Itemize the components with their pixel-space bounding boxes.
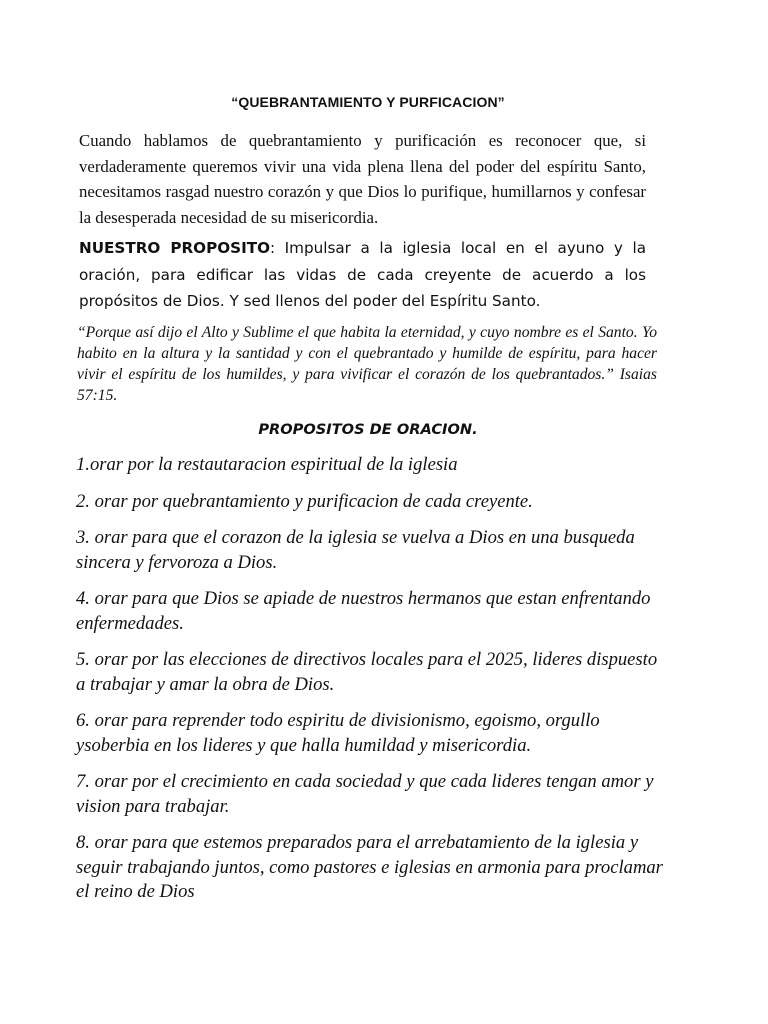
prayer-item: 3. orar para que el corazon de la iglesia se vuelva a Dios en una busqueda sincera y fervoroza a Dios. [76,527,635,573]
purpose-label: NUESTRO PROPOSITO [79,239,270,257]
prayer-list [76,453,666,917]
prayer-item: 5. orar por las elecciones de directivos locales para el 2025, lideres dispuesto a trabajar y amar la obra de Dios. [76,649,658,695]
section-heading: PROPOSITOS DE ORACION. [258,421,478,438]
prayer-item: 8. orar para que estemos preparados para el arrebatamiento de la iglesia y seguir trabajando juntos, como pastores e iglesias en armonia para proclamar el reino de Dios [76,832,663,902]
intro-paragraph: Cuando hablamos de quebrantamiento y purificación es reconocer que, si verdaderamente queremos vivir una vida plena llena del poder del espíritu Santo, necesitamos rasgad nuestro corazón y que Dios lo purifique, humillarnos y confesar la desesperada necesidad de su misericordia. [79,131,646,227]
prayer-item: 7. orar por el crecimiento en cada sociedad y que cada lideres tengan amor y vision para trabajar. [76,771,654,817]
prayer-item: 6. orar para reprender todo espiritu de divisionismo, egoismo, orgullo ysoberbia en los lideres y que halla humildad y misericordia. [76,710,600,756]
prayer-item: 2. orar por quebrantamiento y purificacion de cada creyente. [76,490,533,512]
prayer-item: 1.orar por la restautaracion espiritual de la iglesia [76,454,458,475]
purpose-text: : Impulsar a la iglesia local en el ayuno y la oración, para edificar las vidas de cada creyente de acuerdo a los propósitos de Dios. Y sed llenos del poder del Espíritu Santo. [79,239,647,310]
scripture-quote: “Porque así dijo el Alto y Sublime el que habita la eternidad, y cuyo nombre es el Santo. Yo habito en la altura y la santidad y con el quebrantado y humilde de espíritu, para hacer vivir el espíritu de los humildes, y para vivificar el corazón de los quebrantados.” Isaias 57:15. [77,324,657,404]
prayer-item: 4. orar para que Dios se apiade de nuestros hermanos que estan enfrentando enfermedades. [76,588,651,634]
document-title: “QUEBRANTAMIENTO Y PURFICACION” [231,94,505,110]
purpose-paragraph [79,235,646,315]
